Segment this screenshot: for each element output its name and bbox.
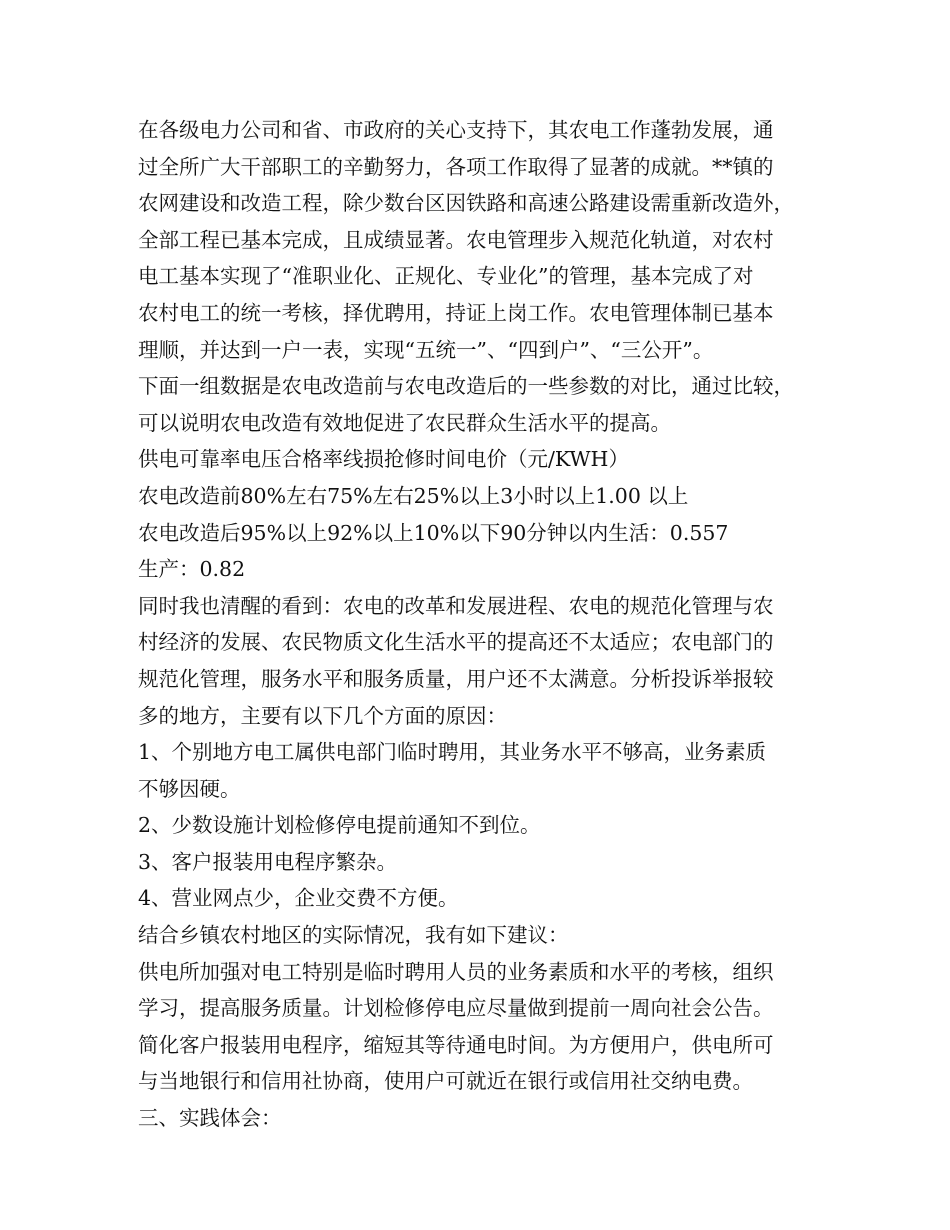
list-item: 4、营业网点少，企业交费不方便。	[138, 886, 459, 911]
text-line: 可以说明农电改造有效地促进了农民群众生活水平的提高。	[138, 410, 671, 435]
text-line: 同时我也清醒的看到：农电的改革和发展进程、农电的规范化管理与农	[138, 593, 774, 618]
table-header-line: 供电可靠率电压合格率线损抢修时间电价（元/KWH）	[138, 447, 629, 472]
text-line: 结合乡镇农村地区的实际情况，我有如下建议：	[138, 923, 569, 948]
table-row-continuation: 生产：0.82	[138, 557, 246, 582]
text-line: 全部工程已基本完成，且成绩显著。农电管理步入规范化轨道，对农村	[138, 227, 774, 252]
list-item: 3、客户报装用电程序繁杂。	[138, 849, 398, 874]
text-line: 过全所广大干部职工的辛勤努力，各项工作取得了显著的成就。**镇的	[138, 154, 774, 179]
text-line: 电工基本实现了“准职业化、正规化、专业化”的管理，基本完成了对	[138, 264, 754, 289]
text-line: 农村电工的统一考核，择优聘用，持证上岗工作。农电管理体制已基本	[138, 300, 774, 325]
text-line: 与当地银行和信用社协商，使用户可就近在银行或信用社交纳电费。	[138, 1069, 753, 1094]
text-line: 供电所加强对电工特别是临时聘用人员的业务素质和水平的考核，组织	[138, 959, 774, 984]
table-row-after: 农电改造后95%以上92%以上10%以下90分钟以内生活：0.557	[138, 520, 729, 545]
table-row-before: 农电改造前80%左右75%左右25%以上3小时以上1.00 以上	[138, 483, 689, 508]
text-line: 规范化管理，服务水平和服务质量，用户还不太满意。分析投诉举报较	[138, 666, 774, 691]
text-line: 学习，提高服务质量。计划检修停电应尽量做到提前一周向社会公告。	[138, 996, 774, 1021]
text-line: 农网建设和改造工程，除少数台区因铁路和高速公路建设需重新改造外，	[138, 191, 794, 216]
text-line: 简化客户报装用电程序，缩短其等待通电时间。为方便用户，供电所可	[138, 1032, 774, 1057]
list-item: 1、个别地方电工属供电部门临时聘用，其业务水平不够高，业务素质	[138, 740, 767, 765]
text-line: 下面一组数据是农电改造前与农电改造后的一些参数的对比，通过比较，	[138, 374, 794, 399]
text-line: 在各级电力公司和省、市政府的关心支持下，其农电工作蓬勃发展，通	[138, 118, 774, 142]
list-item-continuation: 不够因硬。	[138, 776, 241, 801]
text-line: 理顺，并达到一户一表，实现“五统一”、“四到户”、“三公开”。	[138, 337, 714, 362]
document-body	[138, 112, 828, 1137]
text-line: 村经济的发展、农民物质文化生活水平的提高还不太适应；农电部门的	[138, 630, 774, 655]
list-item: 2、少数设施计划检修停电提前通知不到位。	[138, 813, 541, 838]
text-line: 多的地方，主要有以下几个方面的原因：	[138, 703, 507, 728]
section-heading: 三、实践体会：	[138, 1106, 282, 1131]
